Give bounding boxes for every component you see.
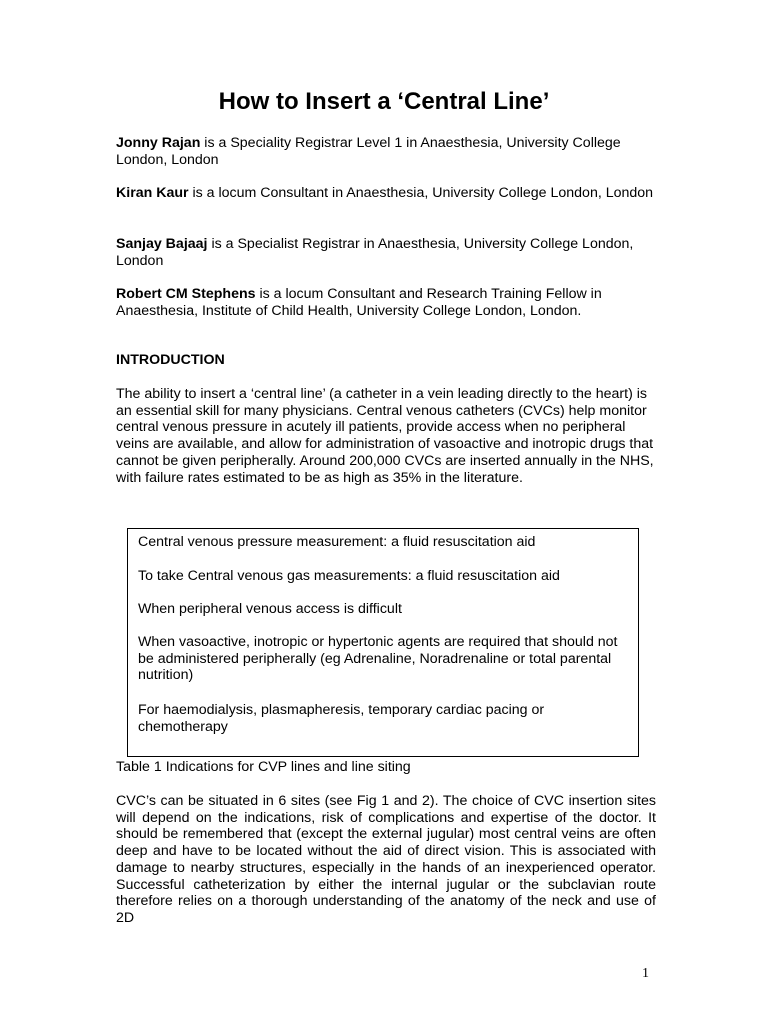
author-name: Kiran Kaur [116,185,189,201]
author-entry [116,185,656,202]
document-title: How to Insert a ‘Central Line’ [218,88,550,115]
table-row: To take Central venous gas measurements: a fluid resuscitation aid [138,568,560,584]
author-entry [116,135,656,168]
table-row: When peripheral venous access is difficult [138,601,402,617]
author-name: Sanjay Bajaaj [116,236,208,252]
introduction-paragraph: The ability to insert a ‘central line’ (a catheter in a vein leading directly to the heart) is an essential skill for many physicians. Central venous catheters (CVCs) help monitor central venous pressure in acutely ill patients, provide access when no peripheral veins are available, and allow for administration of vasoactive and inotropic drugs that cannot be given peripherally. Around 200,000 CVCs are inserted annually in the NHS, with failure rates estimated to be as high as 35% in the literature. [116,386,654,486]
author-description: is a locum Consultant and Research Training Fellow in Anaesthesia, Institute of Child Health, University College London, London. [116,286,602,319]
table-row: For haemodialysis, plasmapheresis, temporary cardiac pacing or chemotherapy [138,702,545,735]
author-entry [116,236,656,269]
author-description: is a Specialist Registrar in Anaesthesia, University College London, London [116,236,634,269]
author-entry [116,286,656,319]
author-description: is a locum Consultant in Anaesthesia, University College London, London [188,185,654,201]
author-description: is a Speciality Registrar Level 1 in Anaesthesia, University College London, London [116,135,621,168]
table-caption: Table 1 Indications for CVP lines and line siting [116,759,411,775]
author-name: Jonny Rajan [116,135,201,151]
introduction-heading: INTRODUCTION [116,352,225,368]
indications-table [127,528,639,757]
author-name: Robert CM Stephens [116,286,256,302]
page-number: 1 [642,966,649,981]
table-row: When vasoactive, inotropic or hypertonic agents are required that should not be administered peripherally (eg Adrenaline, Noradrenaline or total parental nutrition) [138,634,618,684]
table-row: Central venous pressure measurement: a fluid resuscitation aid [138,534,536,550]
body-paragraph: CVC’s can be situated in 6 sites (see Fig 1 and 2). The choice of CVC insertion sites will depend on the indications, risk of complications and expertise of the doctor. It should be remembered that (except the external jugular) most central veins are often deep and have to be located without the aid of direct vision. This is associated with damage to nearby structures, especially in the hands of an inexperienced operator. Successful catheterization by either the internal jugular or the subclavian route therefore relies on a thorough understanding of the anatomy of the neck and use of 2D [116,793,656,926]
